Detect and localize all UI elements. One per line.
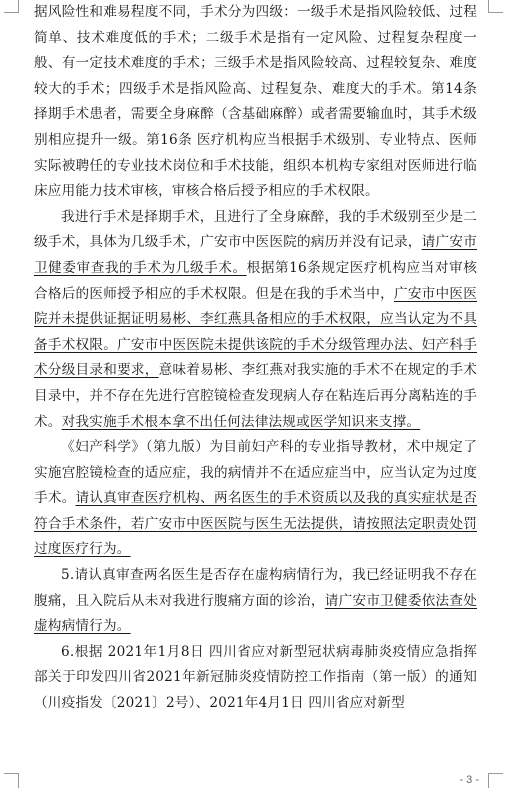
body-text-segment: 6.根据 2021年1月8日 四川省应对新型冠状病毒肺炎疫情应急指挥部关于印发四川省2021年新冠肺炎疫情防控工作指南（第一版）的通知（川疫指发〔2021〕2号）、2021年4月1日 四川省应对新型 bbox=[34, 643, 477, 712]
body-text-segment: 根据第16条规定医疗机构应当对审核合格后的医师授予相应的手术权限。但是在我的手术当中， bbox=[34, 259, 478, 302]
underlined-text: 广安市中医医院并未提供证据证明易彬、李红燕具备相应的手术权限，应当认定为不具备手术权限。广安市中医医院未提供该院的手术分级管理办法、妇产科手术分级目录和要求， bbox=[34, 285, 478, 379]
body-text-segment: 意味着易彬、李红燕对我实施的手术不在规定的手术目录中，并不存在先进行宫腔镜检查发现病人存在粘连后再分离粘连的手术。 bbox=[34, 362, 477, 430]
paragraph-3 bbox=[34, 435, 477, 563]
underlined-text: 请认真审查医疗机构、两名医生的手术资质以及我的真实症状是否符合手术条件，若广安市中医医院与医生无法提供，请按照法定职责处罚过度医疗行为。 bbox=[34, 490, 477, 558]
paragraph-2 bbox=[34, 205, 477, 435]
crop-mark-bottom-right bbox=[488, 773, 503, 788]
crop-mark-top-left bbox=[4, 0, 19, 13]
paragraph-1 bbox=[34, 0, 477, 205]
document-body bbox=[34, 0, 477, 717]
body-text-segment: 《妇产科学》（第九版）为目前妇产科的专业指导教材，术中规定了实施宫腔镜检查的适应症，我的病情并不在适应症当中，应当认定为过度手术。 bbox=[34, 439, 477, 507]
body-text-segment: 5.请认真审查两名医生是否存在虚构病情行为，我已经证明我不存在腹痛，且入院后从未对我进行腹痛方面的诊治， bbox=[34, 567, 477, 609]
page-number: - 3 - bbox=[459, 774, 479, 786]
underlined-text: 请广安市卫健委依法查处虚构病情行为。 bbox=[34, 592, 477, 635]
underlined-text: 对我实施手术根本拿不出任何法律法规或医学知识来支撑。 bbox=[61, 413, 421, 430]
paragraph-5 bbox=[34, 640, 477, 717]
paragraph-4 bbox=[34, 563, 477, 640]
underlined-text: 请广安市卫健委审查我的手术为几级手术。 bbox=[34, 234, 477, 276]
crop-mark-bottom-left bbox=[4, 773, 19, 788]
body-text-segment: 据风险性和难易程度不同，手术分为四级：一级手术是指风险较低、过程简单、技术难度低的手术；二级手术是指有一定风险、过程复杂程度一般、有一定技术难度的手术；三级手术是指风险较高、过程较复杂、难度较大的手术；四级手术是指风险高、过程复杂、难度大的手术。第14条 择期手术患者，需要全身麻醉（含基础麻醉）或者需要输血时，其手术级别相应提升一级。第16条 医疗机构应当根据手术级别、专业特点、医师实际被聘任的专业技术岗位和手术技能，组织本机构专家组对医师进行临床应用能力技术审核，审核合格后授予相应的手术权限。 bbox=[34, 4, 477, 200]
crop-mark-top-right bbox=[488, 0, 503, 13]
body-text-segment: 我进行手术是择期手术，且进行了全身麻醉，我的手术级别至少是二级手术，具体为几级手术，广安市中医医院的病历并没有记录， bbox=[34, 208, 477, 251]
